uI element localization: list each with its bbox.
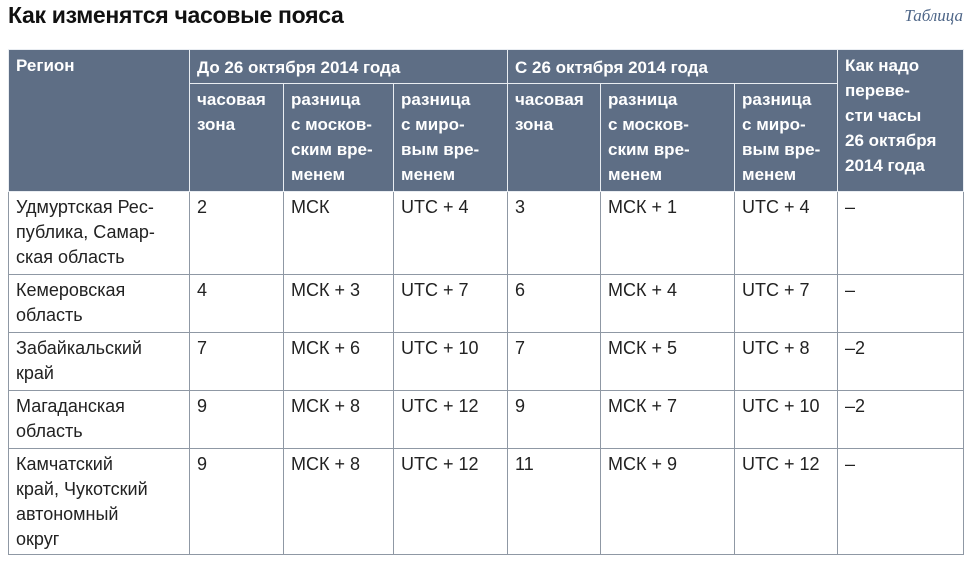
cell-change: – — [838, 449, 964, 555]
table-row — [9, 333, 964, 391]
cell-msk-after: МСК + 4 — [601, 275, 735, 333]
header-utc-before: разница с миро- вым вре- менем — [394, 84, 508, 192]
cell-utc-before: UTC + 7 — [394, 275, 508, 333]
cell-msk-before: МСК + 6 — [284, 333, 394, 391]
cell-msk-before: МСК — [284, 192, 394, 275]
cell-msk-after: МСК + 1 — [601, 192, 735, 275]
cell-utc-before: UTC + 4 — [394, 192, 508, 275]
table-row — [9, 275, 964, 333]
cell-utc-after: UTC + 10 — [735, 391, 838, 449]
header-before: До 26 октября 2014 года — [190, 50, 508, 84]
header-msk-after: разница с москов- ским вре- менем — [601, 84, 735, 192]
header-after: С 26 октября 2014 года — [508, 50, 838, 84]
cell-msk-before: МСК + 3 — [284, 275, 394, 333]
cell-region: Удмуртская Рес- публика, Самар- ская область — [9, 192, 190, 275]
cell-zone-after: 3 — [508, 192, 601, 275]
header-utc-after: разница с миро- вым вре- менем — [735, 84, 838, 192]
cell-zone-before: 4 — [190, 275, 284, 333]
cell-zone-before: 7 — [190, 333, 284, 391]
cell-zone-after: 6 — [508, 275, 601, 333]
cell-change: – — [838, 275, 964, 333]
cell-utc-before: UTC + 12 — [394, 391, 508, 449]
cell-zone-before: 9 — [190, 449, 284, 555]
header-msk-before: разница с москов- ским вре- менем — [284, 84, 394, 192]
cell-utc-after: UTC + 8 — [735, 333, 838, 391]
cell-change: –2 — [838, 333, 964, 391]
header-zone-after: часовая зона — [508, 84, 601, 192]
timezone-table — [8, 49, 964, 555]
table-row — [9, 449, 964, 555]
cell-zone-after: 7 — [508, 333, 601, 391]
cell-utc-after: UTC + 4 — [735, 192, 838, 275]
cell-region: Кемеровская область — [9, 275, 190, 333]
header-region: Регион — [9, 50, 190, 192]
cell-msk-after: МСК + 5 — [601, 333, 735, 391]
cell-region: Забайкальский край — [9, 333, 190, 391]
table-row — [9, 192, 964, 275]
cell-utc-before: UTC + 12 — [394, 449, 508, 555]
header-howto: Как надо переве- сти часы 26 октября 2014 года — [838, 50, 964, 192]
cell-utc-after: UTC + 12 — [735, 449, 838, 555]
table-label: Таблица — [904, 6, 963, 25]
cell-utc-before: UTC + 10 — [394, 333, 508, 391]
header-zone-before: часовая зона — [190, 84, 284, 192]
cell-change: –2 — [838, 391, 964, 449]
cell-zone-after: 9 — [508, 391, 601, 449]
cell-change: – — [838, 192, 964, 275]
cell-zone-before: 9 — [190, 391, 284, 449]
table-row — [9, 391, 964, 449]
page-title: Как изменятся часовые пояса — [8, 2, 344, 28]
cell-zone-after: 11 — [508, 449, 601, 555]
cell-region: Магаданская область — [9, 391, 190, 449]
cell-utc-after: UTC + 7 — [735, 275, 838, 333]
cell-msk-before: МСК + 8 — [284, 449, 394, 555]
cell-region: Камчатский край, Чукотский автономный округ — [9, 449, 190, 555]
cell-msk-before: МСК + 8 — [284, 391, 394, 449]
cell-msk-after: МСК + 7 — [601, 391, 735, 449]
cell-zone-before: 2 — [190, 192, 284, 275]
cell-msk-after: МСК + 9 — [601, 449, 735, 555]
